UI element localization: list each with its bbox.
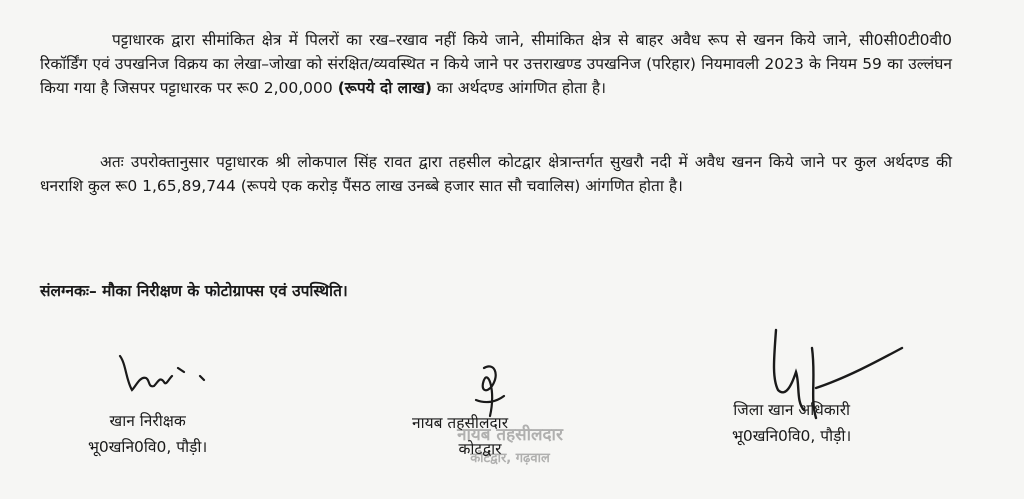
stamp-line-2: कोटद्वार, गढ़वाल [470, 451, 550, 466]
signatory-district-mining-officer [732, 397, 851, 449]
paragraph-1-text-b: का अर्थदण्ड आंगणित होता है। [431, 79, 606, 97]
signatory-office: भू0खनि0वि0, पौड़ी। [88, 438, 208, 456]
signatory-office: भू0खनि0वि0, पौड़ी। [732, 427, 852, 445]
stamp-line-1: नायब तहसीलदार [457, 425, 563, 445]
paragraph-penalty-details [40, 28, 952, 100]
signatory-naib-tehsildar [412, 410, 508, 462]
signatory-title: नायब तहसीलदार [412, 414, 509, 432]
signatory-title: जिला खान अधिकारी [733, 401, 851, 419]
signature-mark-mining-inspector [112, 346, 222, 406]
enclosure-line: संलग्नकः– मौका निरीक्षण के फोटोग्राफ्स एवं उपस्थिति। [40, 282, 348, 300]
paragraph-total-penalty: अतः उपरोक्तानुसार पट्टाधारक श्री लोकपाल सिंह रावत द्वारा तहसील कोटद्वार क्षेत्रान्तर्गत सुखरौ नदी में अवैध खनन किये जाने पर कुल अर्थदण्ड की धनराशि कुल रू0 1,65,89,744 (रूपये एक करोड़ पैंसठ लाख उनब्बे हजार सात सौ चवालिस) आंगणित होता है। [40, 153, 952, 195]
signatory-title: खान निरीक्षक [109, 412, 186, 430]
paragraph-1-text-a: पट्टाधारक द्वारा सीमांकित क्षेत्र में पिलरों का रख–रखाव नहीं किये जाने, सीमांकित क्षेत्र से बाहर अवैध रूप से खनन किये जाने, सी0सी0टी0वी0 रिकॉर्डिंग एवं उपखनिज विक्रय का लेखा–जोखा को संरक्षित/व्यवस्थित न किये जाने पर उत्तराखण्ड उपखनिज (परिहार) नियमावली 2023 के नियम 59 का उल्लंघन किया गया है जिसपर पट्टाधारक पर रू0 2,00,000 [40, 31, 952, 97]
signatory-office: कोटद्वार [458, 440, 502, 458]
signatory-mining-inspector [88, 408, 207, 460]
paragraph-1-amount-words: (रूपये दो लाख) [337, 79, 432, 97]
